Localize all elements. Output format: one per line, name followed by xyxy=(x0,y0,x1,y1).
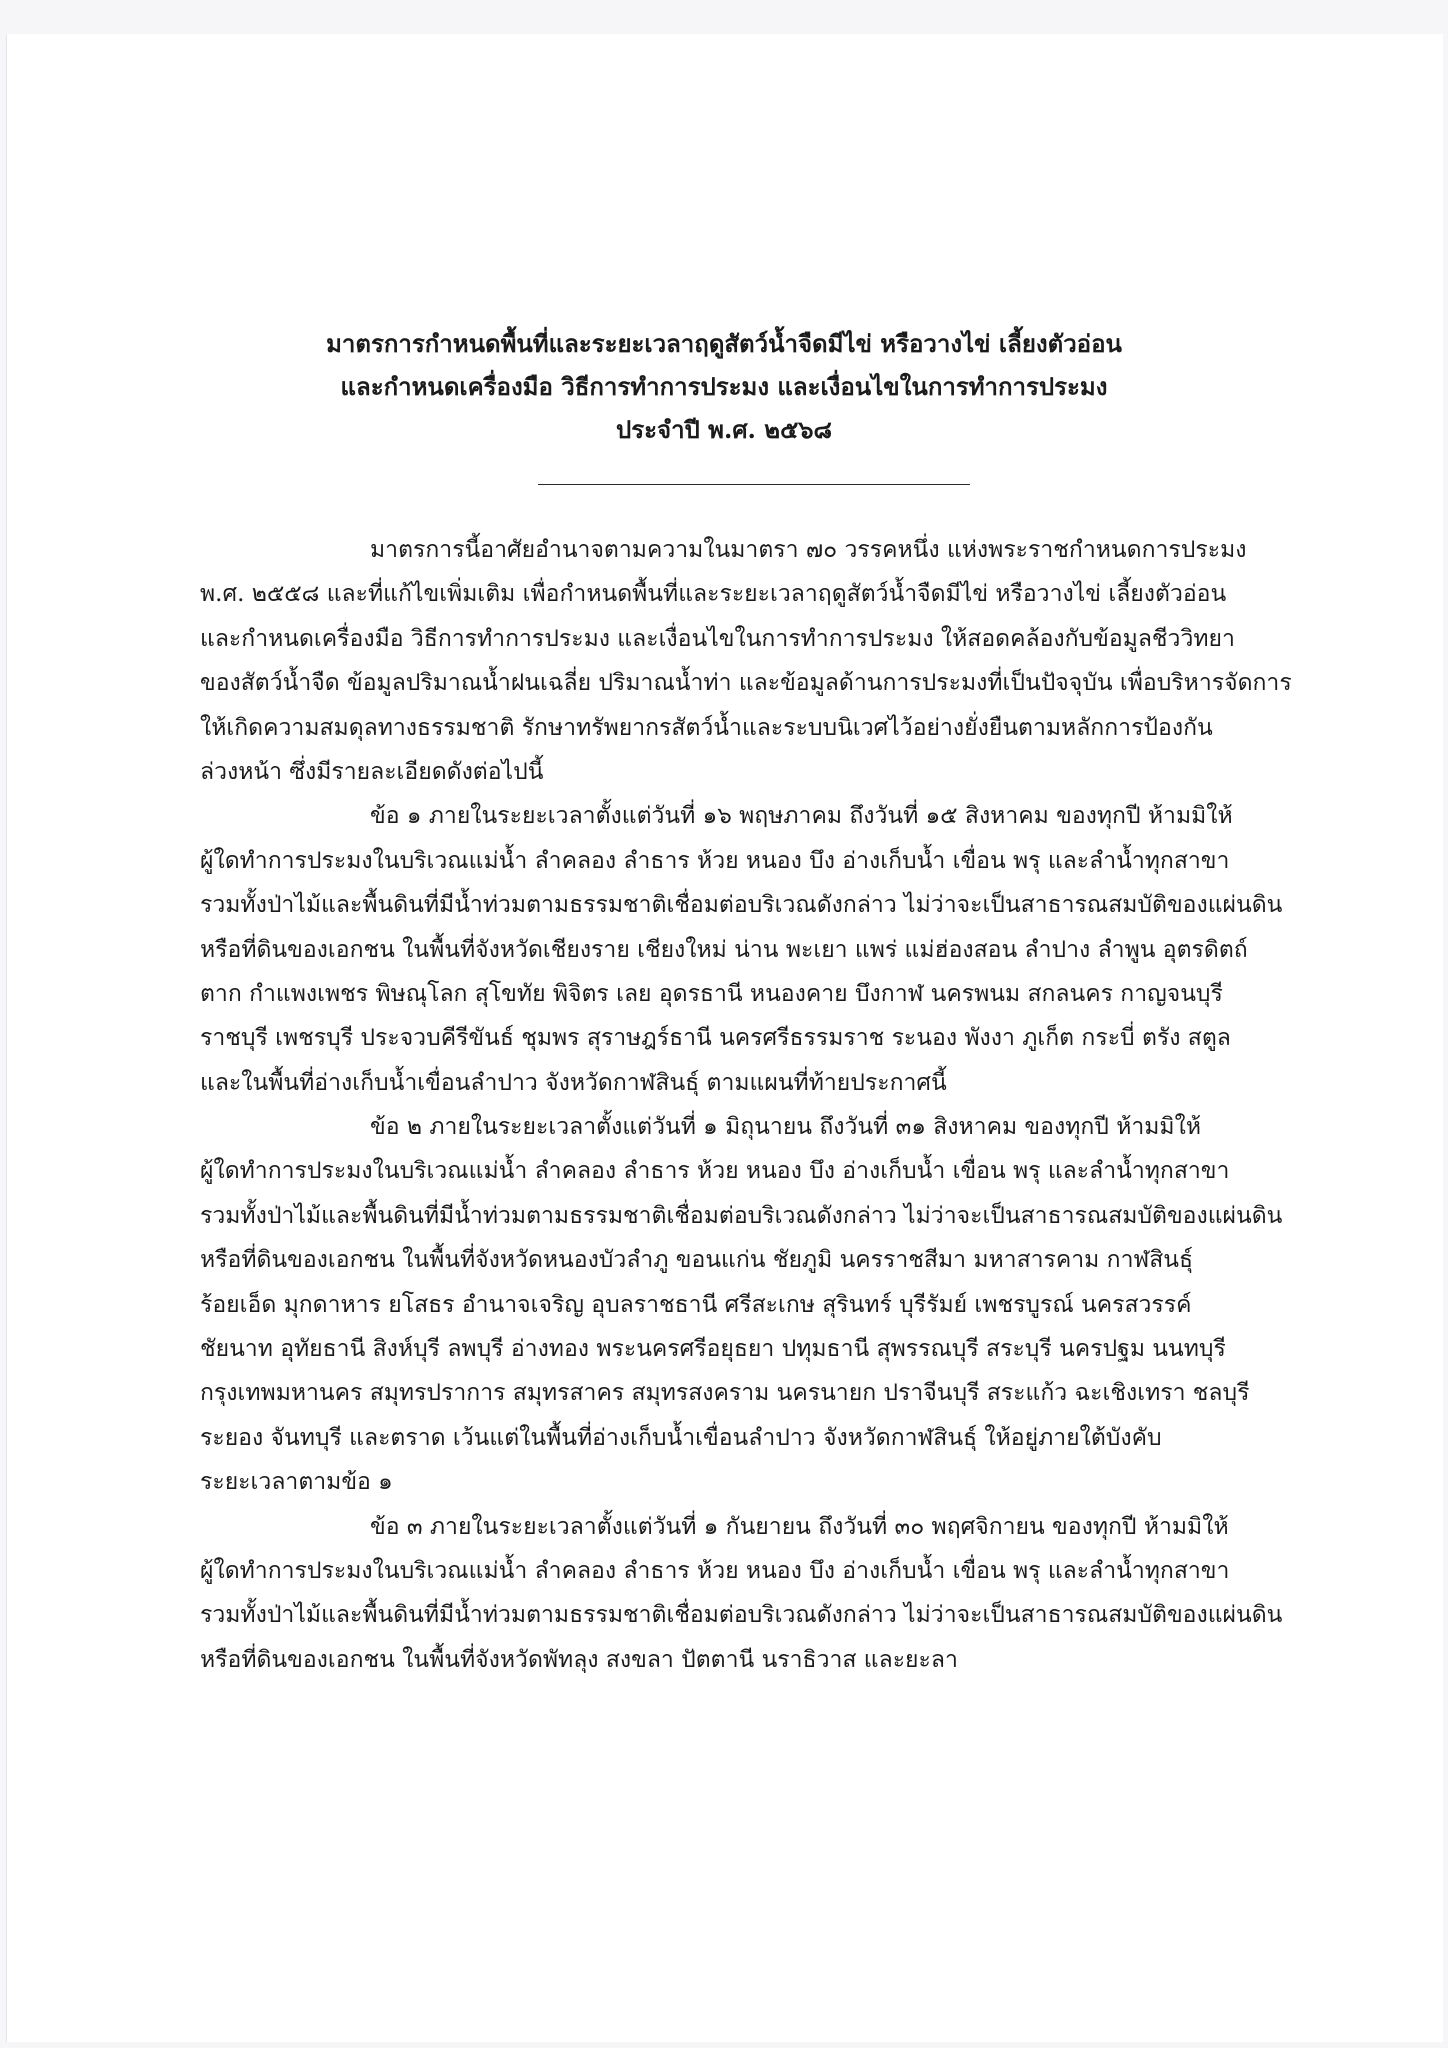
clause-1-paragraph xyxy=(200,794,1300,1105)
clause-3-line: รวมทั้งป่าไม้และพื้นดินที่มีน้ำท่วมตามธรรมชาติเชื่อมต่อบริเวณดังกล่าว ไม่ว่าจะเป็นสาธารณสมบัติของแผ่นดิน xyxy=(200,1602,1283,1629)
preamble-line: ของสัตว์น้ำจืด ข้อมูลปริมาณน้ำฝนเฉลี่ย ปริมาณน้ำท่า และข้อมูลด้านการประมงที่เป็นปัจจุบัน เพื่อบริหารจัดการ xyxy=(200,670,1292,697)
preamble-line: ล่วงหน้า ซึ่งมีรายละเอียดดังต่อไปนี้ xyxy=(200,758,544,785)
document-body xyxy=(200,528,1300,1682)
clause-2-line: ข้อ ๒ ภายในระยะเวลาตั้งแต่วันที่ ๑ มิถุนายน ถึงวันที่ ๓๑ สิงหาคม ของทุกปี ห้ามมิให้ xyxy=(370,1114,1201,1141)
clause-1-line: ตาก กำแพงเพชร พิษณุโลก สุโขทัย พิจิตร เลย อุดรธานี หนองคาย บึงกาฬ นครพนม สกลนคร กาญจนบุรี xyxy=(200,980,1223,1007)
preamble-paragraph xyxy=(200,528,1300,794)
preamble-line: ให้เกิดความสมดุลทางธรรมชาติ รักษาทรัพยากรสัตว์น้ำและระบบนิเวศไว้อย่างยั่งยืนตามหลักการป้องกัน xyxy=(200,714,1213,741)
clause-1-line: ราชบุรี เพชรบุรี ประจวบคีรีขันธ์ ชุมพร สุราษฎร์ธานี นครศรีธรรมราช ระนอง พังงา ภูเก็ต กระบี่ ตรัง สตูล xyxy=(200,1025,1231,1052)
clause-3-line: ข้อ ๓ ภายในระยะเวลาตั้งแต่วันที่ ๑ กันยายน ถึงวันที่ ๓๐ พฤศจิกายน ของทุกปี ห้ามมิให้ xyxy=(370,1513,1229,1540)
clause-1-line: ข้อ ๑ ภายในระยะเวลาตั้งแต่วันที่ ๑๖ พฤษภาคม ถึงวันที่ ๑๕ สิงหาคม ของทุกปี ห้ามมิให้ xyxy=(370,803,1233,830)
clause-1-line: ผู้ใดทำการประมงในบริเวณแม่น้ำ ลำคลอง ลำธาร ห้วย หนอง บึง อ่างเก็บน้ำ เขื่อน พรุ และลำน้ำทุกสาขา xyxy=(200,847,1230,874)
clause-2-line: ร้อยเอ็ด มุกดาหาร ยโสธร อำนาจเจริญ อุบลราชธานี ศรีสะเกษ สุรินทร์ บุรีรัมย์ เพชรบูรณ์ นครสวรรค์ xyxy=(200,1291,1192,1318)
clause-2-line: กรุงเทพมหานคร สมุทรปราการ สมุทรสาคร สมุทรสงคราม นครนายก ปราจีนบุรี สระแก้ว ฉะเชิงเทรา ชลบุรี xyxy=(200,1380,1250,1407)
clause-2-paragraph xyxy=(200,1105,1300,1505)
preamble-line: และกำหนดเครื่องมือ วิธีการทำการประมง และเงื่อนไขในการทำการประมง ให้สอดคล้องกับข้อมูลชีววิทยา xyxy=(200,625,1235,652)
clause-3-line: ผู้ใดทำการประมงในบริเวณแม่น้ำ ลำคลอง ลำธาร ห้วย หนอง บึง อ่างเก็บน้ำ เขื่อน พรุ และลำน้ำทุกสาขา xyxy=(200,1557,1230,1584)
preamble-line: มาตรการนี้อาศัยอำนาจตามความในมาตรา ๗๐ วรรคหนึ่ง แห่งพระราชกำหนดการประมง xyxy=(370,537,1247,563)
clause-2-line: ระยะเวลาตามข้อ ๑ xyxy=(200,1469,393,1496)
preamble-line: พ.ศ. ๒๕๕๘ และที่แก้ไขเพิ่มเติม เพื่อกำหนดพื้นที่และระยะเวลาฤดูสัตว์น้ำจืดมีไข่ หรือวางไข่ เลี้ยงตัวอ่อน xyxy=(200,581,1227,608)
heading-line-1: มาตรการกำหนดพื้นที่และระยะเวลาฤดูสัตว์น้ำจืดมีไข่ หรือวางไข่ เลี้ยงตัวอ่อน xyxy=(326,329,1122,358)
document-heading xyxy=(0,322,1448,451)
heading-line-3: ประจำปี พ.ศ. ๒๕๖๘ xyxy=(616,415,832,444)
heading-line-2: และกำหนดเครื่องมือ วิธีการทำการประมง และเงื่อนไขในการทำการประมง xyxy=(340,372,1108,401)
clause-2-line: ระยอง จันทบุรี และตราด เว้นแต่ในพื้นที่อ่างเก็บน้ำเขื่อนลำปาว จังหวัดกาฬสินธุ์ ให้อยู่ภายใต้บังคับ xyxy=(200,1424,1162,1451)
heading-divider xyxy=(538,484,970,485)
clause-2-line: รวมทั้งป่าไม้และพื้นดินที่มีน้ำท่วมตามธรรมชาติเชื่อมต่อบริเวณดังกล่าว ไม่ว่าจะเป็นสาธารณสมบัติของแผ่นดิน xyxy=(200,1202,1283,1229)
clause-2-line: ผู้ใดทำการประมงในบริเวณแม่น้ำ ลำคลอง ลำธาร ห้วย หนอง บึง อ่างเก็บน้ำ เขื่อน พรุ และลำน้ำทุกสาขา xyxy=(200,1158,1230,1185)
clause-1-line: รวมทั้งป่าไม้และพื้นดินที่มีน้ำท่วมตามธรรมชาติเชื่อมต่อบริเวณดังกล่าว ไม่ว่าจะเป็นสาธารณสมบัติของแผ่นดิน xyxy=(200,892,1283,919)
clause-3-line: หรือที่ดินของเอกชน ในพื้นที่จังหวัดพัทลุง สงขลา ปัตตานี นราธิวาส และยะลา xyxy=(200,1646,958,1673)
clause-1-line: และในพื้นที่อ่างเก็บน้ำเขื่อนลำปาว จังหวัดกาฬสินธุ์ ตามแผนที่ท้ายประกาศนี้ xyxy=(200,1069,947,1096)
clause-1-line: หรือที่ดินของเอกชน ในพื้นที่จังหวัดเชียงราย เชียงใหม่ น่าน พะเยา แพร่ แม่ฮ่องสอน ลำปาง ลำพูน อุตรดิตถ์ xyxy=(200,936,1248,963)
clause-2-line: หรือที่ดินของเอกชน ในพื้นที่จังหวัดหนองบัวลำภู ขอนแก่น ชัยภูมิ นครราชสีมา มหาสารคาม กาฬสินธุ์ xyxy=(200,1247,1194,1274)
clause-2-line: ชัยนาท อุทัยธานี สิงห์บุรี ลพบุรี อ่างทอง พระนครศรีอยุธยา ปทุมธานี สุพรรณบุรี สระบุรี นครปฐม นนทบุรี xyxy=(200,1336,1226,1363)
clause-3-paragraph xyxy=(200,1505,1300,1683)
